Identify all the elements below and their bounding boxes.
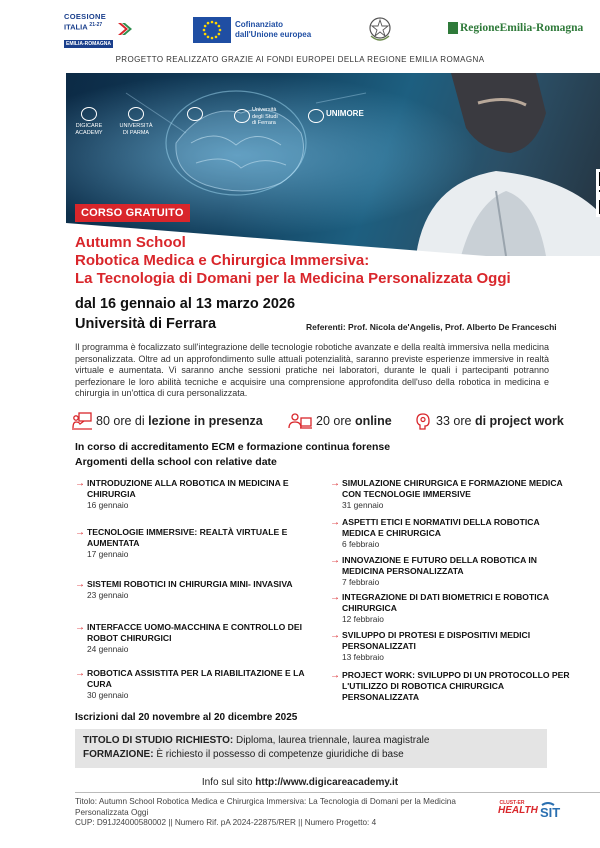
topic-date: 24 gennaio xyxy=(87,643,129,654)
info-line xyxy=(0,777,600,788)
info-url-link[interactable]: http://www.digicareacademy.it xyxy=(255,777,399,788)
hours-online-num: 20 ore xyxy=(316,414,352,428)
title-line2: Robotica Medica e Chirurgica Immersiva: xyxy=(75,252,370,269)
arrow-right-icon: → xyxy=(75,527,85,538)
eu-flag-icon xyxy=(193,17,231,43)
ecm-accreditation: In corso di accreditamento ECM e formazione continua forense xyxy=(75,441,391,453)
coesione-italia-logo xyxy=(64,13,136,47)
hero-banner xyxy=(66,73,600,256)
course-description: Il programma è focalizzato sull'integrazione delle tecnologie robotiche avanzate e della realtà immersiva nella medicina personalizzata. Oltre ad un approfondimento sulle attuali potenzialità, saranno previste esperienze immersive in realtà virtuale e aumentata. Vi saranno anche sessioni pratiche nei laboratori, durante le quali i partecipanti potranno perfezionare le loro abilità tecniche e acquisire una comprensione approfondita dell'uso della robotica in medicina e chirurgia in un'ottica di cura personalizzata. xyxy=(75,342,549,399)
sit-logo xyxy=(538,799,574,823)
arrow-right-icon: → xyxy=(330,670,340,681)
topic-right-1 xyxy=(330,478,570,511)
arrow-right-icon: → xyxy=(75,579,85,590)
partner-unimore: UNIMORE xyxy=(308,107,368,118)
coesione-chevron-icon xyxy=(116,21,132,37)
arrow-right-icon: → xyxy=(330,630,340,641)
topic-right-5 xyxy=(330,630,570,663)
topic-title: SISTEMI ROBOTICI IN CHIRURGIA MINI- INVASIVA xyxy=(87,579,293,589)
topic-left-2 xyxy=(75,527,315,560)
topic-date: 17 gennaio xyxy=(87,548,129,559)
arrow-right-icon: → xyxy=(75,478,85,489)
partner-unipr: UNIVERSITÀ DI PARMA xyxy=(116,107,156,136)
topic-title: INTERFACCE UOMO-MACCHINA E CONTROLLO DEI ROBOT CHIRURGICI xyxy=(87,622,302,643)
topic-left-5 xyxy=(75,668,315,701)
hours-project-label: di project work xyxy=(474,414,564,428)
topic-right-2 xyxy=(330,517,570,550)
topic-right-6 xyxy=(330,670,570,702)
course-referents: Referenti: Prof. Nicola de'Angelis, Prof. Alberto De Franceschi xyxy=(306,322,557,332)
eu-text-line1: Cofinanziato xyxy=(235,20,283,29)
online-people-icon xyxy=(288,412,312,430)
topic-date: 16 gennaio xyxy=(87,499,129,510)
partner-logos xyxy=(74,107,374,137)
topic-title: ROBOTICA ASSISTITA PER LA RIABILITAZIONE E LA CURA xyxy=(87,668,305,689)
enrollment-dates: Iscrizioni dal 20 novembre al 20 dicembre 2025 xyxy=(75,712,298,723)
topic-date: 31 gennaio xyxy=(342,499,384,510)
project-funding-line: PROGETTO REALIZZATO GRAZIE AI FONDI EUROPEI DELLA REGIONE EMILIA ROMAGNA xyxy=(115,55,485,64)
topic-title: TECNOLOGIE IMMERSIVE: REALTÀ VIRTUALE E AUMENTATA xyxy=(87,527,288,548)
topics-heading: Argomenti della school con relative date xyxy=(75,456,277,468)
hours-presence-label: lezione in presenza xyxy=(148,414,263,428)
req-label-training: FORMAZIONE: xyxy=(83,748,154,760)
course-university: Università di Ferrara xyxy=(75,316,217,332)
topic-right-4 xyxy=(330,592,570,625)
topic-left-4 xyxy=(75,622,315,655)
req-label-study: TITOLO DI STUDIO RICHIESTO: xyxy=(83,735,234,746)
topic-date: 7 febbraio xyxy=(342,576,380,587)
footer-text xyxy=(75,797,500,829)
topic-left-1 xyxy=(75,478,315,511)
hours-presence xyxy=(72,412,263,430)
digicare-icon xyxy=(81,107,97,121)
course-dates: dal 16 gennaio al 13 marzo 2026 xyxy=(75,296,296,312)
qr-code[interactable] xyxy=(596,169,600,217)
hours-online xyxy=(288,412,392,430)
arrow-right-icon: → xyxy=(330,592,340,603)
footer-codes: CUP: D91J24000580002 || Numero Rif. pA 2024-22875/RER || Numero Progetto: 4 xyxy=(75,818,377,828)
topic-title: SVILUPPO DI PROTESI E DISPOSITIVI MEDICI PERSONALIZZATI xyxy=(342,630,531,651)
topic-title: PROJECT WORK: SVILUPPO DI UN PROTOCOLLO PER L'UTILIZZO DI ROBOTICA CHIRURGICA PERSONALIZZATA xyxy=(342,670,570,702)
topic-title: INTEGRAZIONE DI DATI BIOMETRICI E ROBOTICA CHIRURGICA xyxy=(342,592,549,613)
topic-title: INTRODUZIONE ALLA ROBOTICA IN MEDICINA E CHIRURGIA xyxy=(87,478,289,499)
topic-title: INNOVAZIONE E FUTURO DELLA ROBOTICA IN MEDICINA PERSONALIZZATA xyxy=(342,555,537,576)
partner-third xyxy=(170,107,220,123)
topic-date: 23 gennaio xyxy=(87,589,129,600)
title-line1: Autumn School xyxy=(75,234,186,251)
logo-bar xyxy=(0,0,600,52)
partner-seal-icon xyxy=(187,107,203,121)
coesione-years: 21-27 xyxy=(89,22,103,28)
rer-mark-icon xyxy=(448,22,458,34)
topic-date: 30 gennaio xyxy=(87,689,129,700)
free-course-badge: CORSO GRATUITO xyxy=(75,204,190,222)
req-value-study: Diploma, laurea triennale, laurea magistrale xyxy=(235,735,430,746)
arrow-right-icon: → xyxy=(330,478,340,489)
eu-cofinanced-logo xyxy=(193,16,311,44)
topic-date: 13 febbraio xyxy=(342,651,384,662)
title-line3: La Tecnologia di Domani per la Medicina Personalizzata Oggi xyxy=(75,270,511,287)
unimore-icon xyxy=(308,109,324,123)
topic-title: ASPETTI ETICI E NORMATIVI DELLA ROBOTICA MEDICA E CHIRURGICA xyxy=(342,517,540,538)
presentation-icon xyxy=(72,412,92,430)
topic-left-3 xyxy=(75,579,315,601)
topic-right-3 xyxy=(330,555,570,588)
arrow-right-icon: → xyxy=(330,555,340,566)
brain-icon xyxy=(414,412,432,430)
unife-icon xyxy=(234,109,250,123)
arrow-right-icon: → xyxy=(75,622,85,633)
arrow-right-icon: → xyxy=(330,517,340,528)
topic-date: 6 febbraio xyxy=(342,538,380,549)
topic-date: 12 febbraio xyxy=(342,613,384,624)
unipr-icon xyxy=(128,107,144,121)
rer-text: RegioneEmilia-Romagna xyxy=(460,22,584,34)
arrow-right-icon: → xyxy=(75,668,85,679)
regione-emilia-romagna-logo xyxy=(448,22,583,34)
sit-text: SIT xyxy=(540,805,561,820)
partner-digicare: DIGICARE ACADEMY xyxy=(74,107,104,136)
req-value-training: È richiesto il possesso di competenze giuridiche di base xyxy=(156,748,404,760)
hours-row xyxy=(72,412,582,434)
italian-republic-emblem-icon xyxy=(368,14,392,44)
coesione-region: EMILIA-ROMAGNA xyxy=(66,40,111,47)
topic-title: SIMULAZIONE CHIRURGICA E FORMAZIONE MEDICA CON TECNOLOGIE IMMERSIVE xyxy=(342,478,563,499)
clust-er-health-logo: CLUST-ER HEALTH xyxy=(498,800,538,816)
coesione-line1: COESIONE xyxy=(64,12,106,21)
hours-online-label: online xyxy=(354,414,392,428)
requirements-box xyxy=(75,729,547,768)
hours-project xyxy=(414,412,564,430)
footer-divider xyxy=(75,792,600,793)
partner-unife: Università degli Studi di Ferrara xyxy=(234,107,290,127)
eu-text-line2: dall'Unione europea xyxy=(235,30,312,39)
hours-project-num: 33 ore xyxy=(436,414,472,428)
info-prefix: Info sul sito xyxy=(201,777,253,788)
coesione-line2: ITALIA xyxy=(64,22,88,32)
footer-title: Titolo: Autumn School Robotica Medica e Chirurgica Immersiva: La Tecnologia di Domani per la Medicina Personalizzata Oggi xyxy=(75,797,456,817)
hours-presence-num: 80 ore di xyxy=(96,414,145,428)
